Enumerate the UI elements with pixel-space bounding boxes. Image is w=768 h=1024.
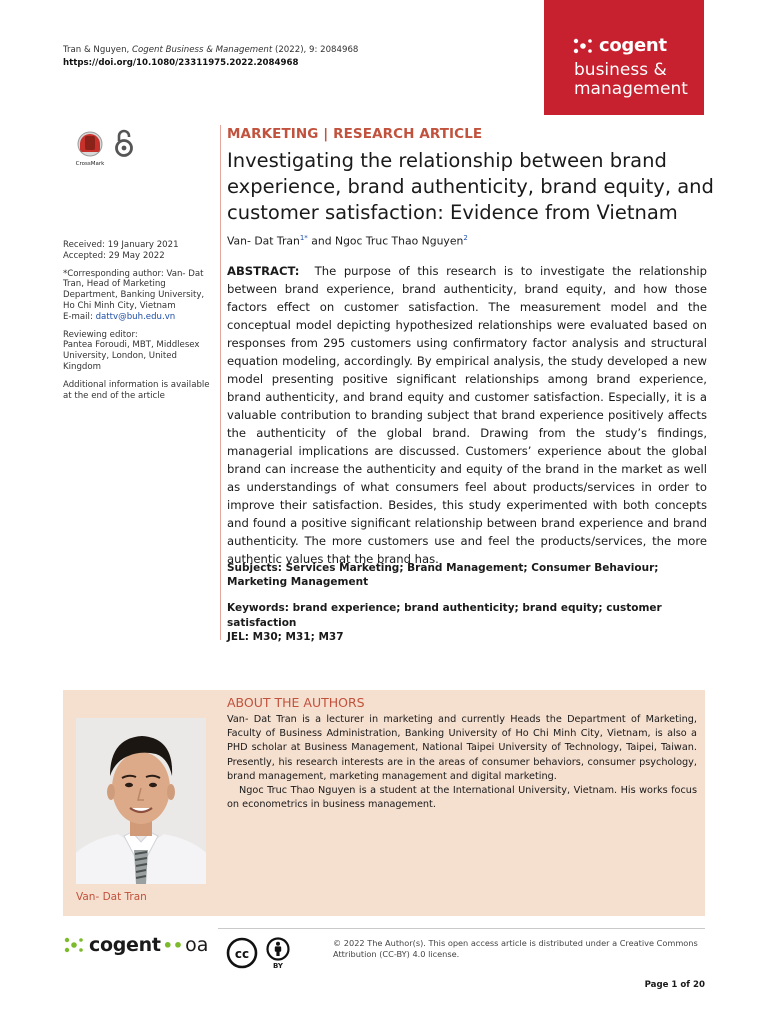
author-line xyxy=(227,234,468,248)
creative-commons-badge[interactable] xyxy=(226,937,290,970)
accepted-date: Accepted: 29 May 2022 xyxy=(63,250,165,261)
journal-name: Cogent Business & Management xyxy=(132,45,273,55)
article-sidebar xyxy=(63,240,213,408)
author-1[interactable]: Van- Dat Tran xyxy=(227,234,300,248)
cogent-oa-dots-icon xyxy=(63,936,85,954)
brand-subtitle-line2: management xyxy=(574,79,688,99)
cogent-logo xyxy=(572,35,667,56)
column-divider xyxy=(220,125,221,640)
svg-text:cc: cc xyxy=(234,947,250,961)
author-2-affiliation[interactable]: 2 xyxy=(463,234,468,242)
email-label: E-mail: xyxy=(63,311,96,322)
about-authors-heading: ABOUT THE AUTHORS xyxy=(227,695,365,710)
about-paragraph-2: Ngoc Truc Thao Nguyen is a student at the International University, Vietnam. His works focus on econometrics in business management. xyxy=(227,785,697,811)
journal-brand-box[interactable] xyxy=(544,0,704,115)
citation-authors: Tran & Nguyen, xyxy=(63,45,133,55)
email-link[interactable]: dattv@buh.edu.vn xyxy=(95,311,176,322)
open-access-icon xyxy=(114,128,134,158)
abstract-label: ABSTRACT: xyxy=(227,264,300,278)
author-1-affiliation[interactable]: 1* xyxy=(299,234,308,242)
crossmark-icon xyxy=(72,130,108,158)
doi-link[interactable]: https://doi.org/10.1080/23311975.2022.2084968 xyxy=(63,58,299,68)
crossmark-badge[interactable] xyxy=(72,130,108,167)
reviewing-editor: Pantea Foroudi, MBT, Middlesex University, London, United Kingdom xyxy=(63,340,200,372)
about-paragraph-1: Van- Dat Tran is a lecturer in marketing and currently Heads the Department of Marketing, Faculty of Business Administration, Banking University of Ho Chi Minh City, Vietnam, is also a PHD scholar at Business Management, National Taipei University of Technology, Taipei, Taiwan. Presently, his research interests are in the areas of consumer behaviors, consumer psychology, brand management, marketing management and digital marketing. xyxy=(227,714,697,782)
about-authors-box xyxy=(63,690,705,916)
citation-volume: (2022), 9: 2084968 xyxy=(272,45,359,55)
received-date: Received: 19 January 2021 xyxy=(63,240,179,250)
brand-subtitle-line1: business & xyxy=(574,60,667,80)
author-photo xyxy=(76,718,206,884)
cogent-oa-logo[interactable] xyxy=(63,934,208,956)
page-number: Page 1 of 20 xyxy=(644,980,705,990)
footer-logo-name: cogent xyxy=(89,934,161,956)
abstract xyxy=(227,262,707,568)
open-access-badge[interactable] xyxy=(114,128,134,162)
brand-name: cogent xyxy=(599,35,667,56)
footer-logo-oa: oa xyxy=(185,934,209,956)
photo-caption: Van- Dat Tran xyxy=(76,891,147,903)
additional-info-note: Additional information is available at the end of the article xyxy=(63,379,210,401)
attribution-icon xyxy=(266,937,290,961)
keywords-block xyxy=(227,601,707,645)
article-category: MARKETING | RESEARCH ARTICLE xyxy=(227,126,483,142)
reviewing-editor-label: Reviewing editor: xyxy=(63,329,138,340)
crossmark-label: CrossMark xyxy=(75,161,105,167)
author-portrait-image xyxy=(76,718,206,884)
about-authors-text xyxy=(227,713,697,812)
cogent-dots-icon xyxy=(572,37,594,55)
abstract-text: The purpose of this research is to investigate the relationship between brand experience, brand authenticity, brand equity, and how those factors effect on customer satisfaction. The measurement model and the conceptual model depicting hypothesized relationships were evaluated based on responses from 295 customers using confirmatory factor analysis and structural equation modeling, accordingly. By empirical analysis, the study developed a new model presenting positive significant relationships among brand experience, brand authenticity, and brand equity and customer satisfaction. Especially, it is a valuable contribution to branding subject that brand experience positively affects the authenticity of the global brand. Drawing from the study’s findings, managerial implications are discussed. Customers’ experience about the global brand can increase the authenticity and equity of the brand in the market as well as understandings of what consumers feel about products/services in order to improve their satisfaction. Besides, this study experimented with both concepts and found a positive significant relationship between brand experience and brand authenticity. The more customers use and feel the products/services, the more authentic values that the brand has. xyxy=(227,264,707,566)
by-icon-group xyxy=(266,937,290,970)
cc-icon xyxy=(226,937,258,969)
footer-divider xyxy=(218,928,705,929)
by-label: BY xyxy=(272,962,284,970)
citation xyxy=(63,44,358,70)
author-2[interactable]: Ngoc Truc Thao Nguyen xyxy=(335,234,464,248)
corresponding-author: *Corresponding author: Van- Dat Tran, Head of Marketing Department, Banking University, Ho Chi Minh City, Vietnam xyxy=(63,268,205,311)
license-text: © 2022 The Author(s). This open access article is distributed under a Creative Commons Attribution (CC-BY) 4.0 license. xyxy=(333,938,698,959)
subjects: Subjects: Services Marketing; Brand Management; Consumer Behaviour; Marketing Management xyxy=(227,562,659,588)
keywords: Keywords: brand experience; brand authenticity; brand equity; customer satisfaction xyxy=(227,602,662,629)
jel-codes: JEL: M30; M31; M37 xyxy=(227,631,344,643)
footer-logo-dots: •• xyxy=(162,935,184,955)
author-separator: and xyxy=(307,234,335,248)
article-title: Investigating the relationship between brand experience, brand authenticity, brand equity, and customer satisfaction: Evidence from Vietnam xyxy=(227,149,714,224)
